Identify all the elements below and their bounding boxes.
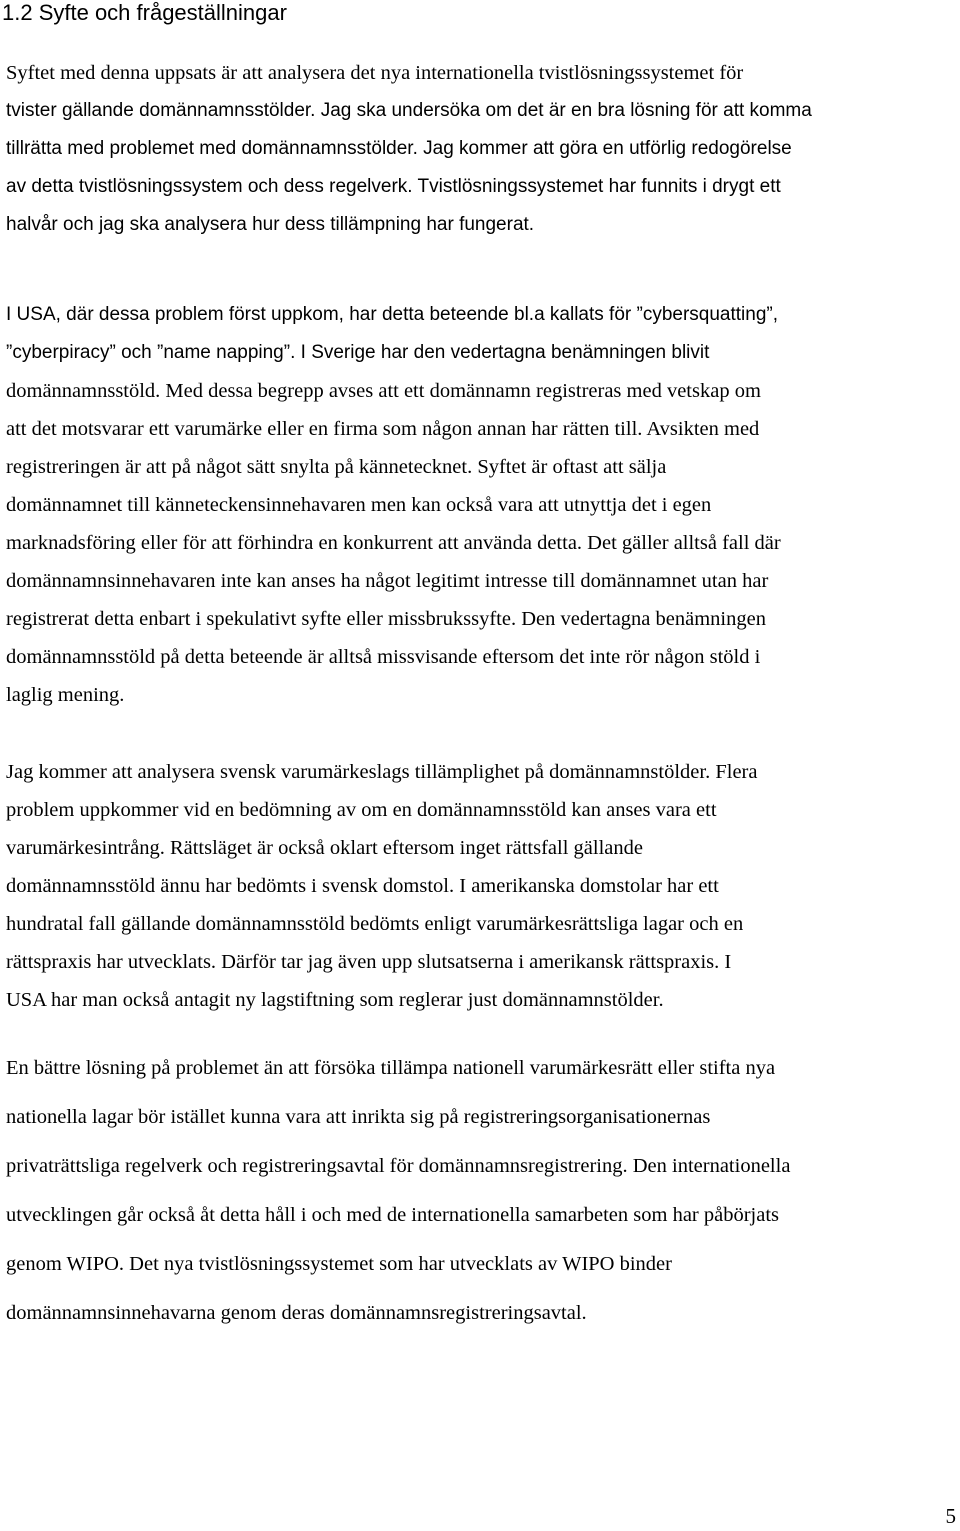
text-line: av detta tvistlösningssystem och dess regelverk. Tvistlösningssystemet har funnits i drygt ett [6,176,781,197]
text-line: rättspraxis har utvecklats. Därför tar jag även upp slutsatserna i amerikansk rättspraxis. I [6,951,732,973]
text-line: domännamnet till känneteckensinnehavaren men kan också vara att utnyttja det i egen [6,494,712,516]
text-line: halvår och jag ska analysera hur dess tillämpning har fungerat. [6,214,535,235]
text-line: genom WIPO. Det nya tvistlösningssystemet som har utvecklats av WIPO binder [6,1253,672,1275]
paragraph-background [6,296,956,714]
text-line: Jag kommer att analysera svensk varumärkeslags tillämplighet på domännamnstölder. Flera [6,761,758,783]
text-line: utvecklingen går också åt detta håll i och med de internationella samarbeten som har påbörjats [6,1204,780,1226]
text-line: nationella lagar bör istället kunna vara att inrikta sig på registreringsorganisationernas [6,1106,711,1128]
text-line: privaträttsliga regelverk och registreringsavtal för domännamnsregistrering. Den internationella [6,1155,791,1177]
text-line: USA har man också antagit ny lagstiftning som reglerar just domännamnstölder. [6,989,664,1011]
text-line: I USA, där dessa problem först uppkom, har detta beteende bl.a kallats för ”cybersquatting”, [6,304,779,325]
text-line: domännamnsstöld på detta beteende är alltså missvisande eftersom det inte rör någon stöld i [6,646,761,668]
text-line: laglig mening. [6,684,125,706]
text-line: domännamnsstöld ännu har bedömts i svensk domstol. I amerikanska domstolar har ett [6,875,719,897]
text-line: ”cyberpiracy” och ”name napping”. I Sverige har den vedertagna benämningen blivit [6,342,710,363]
text-line: tvister gällande domännamnsstölder. Jag ska undersöka om det är en bra lösning för att komma [6,100,812,121]
text-line: En bättre lösning på problemet än att försöka tillämpa nationell varumärkesrätt eller stifta nya [6,1057,776,1079]
page-number: 5 [945,1504,956,1528]
text-line: registrerat detta enbart i spekulativt syfte eller missbrukssyfte. Den vedertagna benämningen [6,608,766,630]
text-line: domännamnsstöld. Med dessa begrepp avses att ett domännamn registreras med vetskap om [6,380,761,402]
paragraph-purpose [6,54,956,244]
text-line: problem uppkommer vid en bedömning av om en domännamnsstöld kan anses vara ett [6,799,717,821]
text-line: domännamnsinnehavaren inte kan anses ha något legitimt intresse till domännamnet utan har [6,570,769,592]
text-line: tillrätta med problemet med domännamnsstölder. Jag kommer att göra en utförlig redogörelse [6,138,792,159]
paragraph-analysis [6,753,956,1019]
section-heading: 1.2 Syfte och frågeställningar [2,0,287,25]
text-line: registreringen är att på något sätt snylta på kännetecknet. Syftet är oftast att sälja [6,456,667,478]
paragraph-solution [6,1044,956,1338]
text-line: hundratal fall gällande domännamnsstöld bedömts enligt varumärkesrättsliga lagar och en [6,913,744,935]
text-line: domännamnsinnehavarna genom deras domännamnsregistreringsavtal. [6,1302,587,1324]
text-line: varumärkesintrång. Rättsläget är också oklart eftersom inget rättsfall gällande [6,837,643,859]
text-line: Syftet med denna uppsats är att analysera det nya internationella tvistlösningssystemet för [6,62,744,84]
text-line: att det motsvarar ett varumärke eller en firma som någon annan har rätten till. Avsikten med [6,418,760,440]
text-line: marknadsföring eller för att förhindra en konkurrent att använda detta. Det gäller alltså fall där [6,532,781,554]
